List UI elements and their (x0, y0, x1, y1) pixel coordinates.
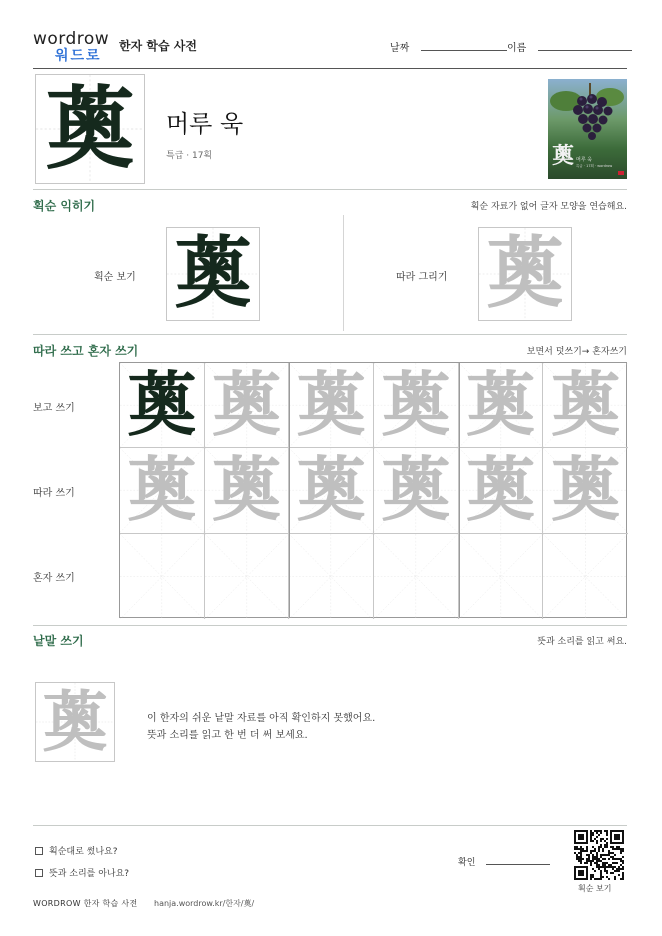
stroke-divider (33, 334, 627, 335)
practice-cell[interactable] (289, 363, 374, 448)
logo-en: wordrow (33, 29, 110, 49)
checklist-item-stroke[interactable] (35, 844, 118, 857)
words-line-2: 뜻과 소리를 읽고 한 번 더 써 보세요. (147, 730, 308, 741)
practice-cell[interactable] (374, 363, 459, 448)
stroke-note: 획순 자료가 없어 글자 모양을 연습해요. (470, 202, 627, 212)
practice-cell[interactable] (459, 534, 544, 619)
practice-cell[interactable] (205, 363, 290, 448)
hero-character: 薁 (45, 76, 135, 182)
practice-cell[interactable] (120, 363, 205, 448)
words-hint: 뜻과 소리를 읽고 써요. (537, 637, 627, 647)
stroke-trace-label: 따라 그리기 (396, 272, 448, 283)
date-field[interactable] (390, 39, 507, 54)
header-title: 한자 학습 사전 (119, 39, 197, 53)
practice-character: 薁 (380, 448, 451, 532)
thumb-character: 薁 (552, 143, 575, 169)
checklist-item-meaning[interactable] (35, 866, 129, 879)
hero-character-box (35, 74, 145, 184)
practice-cell[interactable] (205, 448, 290, 533)
practice-character: 薁 (296, 448, 367, 532)
stroke-trace-box[interactable] (478, 227, 572, 321)
practice-cell[interactable] (205, 534, 290, 619)
grid-group-separator (289, 363, 290, 617)
qr-label: 획순 보기 (578, 884, 612, 893)
practice-cell[interactable] (120, 534, 205, 619)
row-label-free: 혼자 쓰기 (33, 573, 75, 584)
practice-character: 薁 (296, 363, 367, 447)
thumb-sub: 특급 · 17획 · wordrow (576, 164, 613, 168)
practice-cell[interactable] (374, 534, 459, 619)
check2-label: 뜻과 소리를 아나요? (49, 869, 130, 879)
words-character-box[interactable] (35, 682, 115, 762)
footer-brand: WORDROW 한자 학습 사전 (33, 899, 138, 908)
qr-code-icon[interactable] (574, 830, 624, 880)
practice-cell[interactable] (459, 448, 544, 533)
words-line-1: 이 한자의 쉬운 낱말 자료를 아직 확인하지 못했어요. (147, 713, 376, 724)
practice-cell[interactable] (543, 363, 628, 448)
logo-ko: 워드로 (55, 48, 102, 64)
practice-character: 薁 (211, 363, 282, 447)
practice-character: 薁 (126, 363, 197, 447)
hero-divider (33, 189, 627, 190)
footer-divider (33, 825, 627, 826)
words-character: 薁 (42, 683, 108, 761)
practice-character: 薁 (465, 363, 536, 447)
practice-character: 薁 (550, 448, 621, 532)
practice-grid (119, 362, 627, 618)
practice-cell[interactable] (120, 448, 205, 533)
practice-cell[interactable] (289, 448, 374, 533)
practice-section-title: 따라 쓰고 혼자 쓰기 (33, 344, 139, 358)
practice-character: 薁 (550, 363, 621, 447)
practice-hint: 보면서 덧쓰기→ 혼자쓰기 (526, 347, 627, 357)
stroke-section-title: 획순 익히기 (33, 199, 96, 213)
name-field[interactable] (507, 39, 632, 54)
practice-character: 薁 (126, 448, 197, 532)
stroke-view-box[interactable] (166, 227, 260, 321)
character-info: 특급 · 17획 (166, 151, 213, 161)
stroke-view-character: 薁 (173, 228, 252, 319)
header-divider (33, 68, 627, 69)
footer-url[interactable]: hanja.wordrow.kr/한자/薁/ (154, 899, 255, 908)
checkbox-icon[interactable] (35, 869, 43, 877)
practice-cell[interactable] (459, 363, 544, 448)
grid-group-separator (459, 363, 460, 617)
practice-character: 薁 (211, 448, 282, 532)
practice-cell[interactable] (374, 448, 459, 533)
thumb-caption: 머루 욱 (576, 157, 593, 163)
practice-cell[interactable] (543, 534, 628, 619)
practice-character: 薁 (380, 363, 451, 447)
words-section-title: 낱말 쓰기 (33, 634, 84, 648)
practice-character: 薁 (465, 448, 536, 532)
stroke-column-divider (343, 215, 344, 331)
practice-divider (33, 625, 627, 626)
check1-label: 획순대로 썼나요? (49, 847, 118, 857)
row-label-view: 보고 쓰기 (33, 403, 75, 414)
meaning-reading: 머루 욱 (166, 110, 244, 138)
name-label: 이름 (507, 43, 527, 54)
date-label: 날짜 (390, 43, 410, 54)
stroke-view-label: 획순 보기 (94, 272, 136, 283)
checkbox-icon[interactable] (35, 847, 43, 855)
practice-cell[interactable] (543, 448, 628, 533)
row-label-trace: 따라 쓰기 (33, 488, 75, 499)
confirm-field[interactable] (458, 855, 550, 868)
confirm-label: 확인 (458, 858, 476, 868)
practice-cell[interactable] (289, 534, 374, 619)
hero-thumbnail (548, 79, 627, 179)
stroke-trace-character: 薁 (485, 228, 564, 319)
logo (33, 30, 113, 64)
